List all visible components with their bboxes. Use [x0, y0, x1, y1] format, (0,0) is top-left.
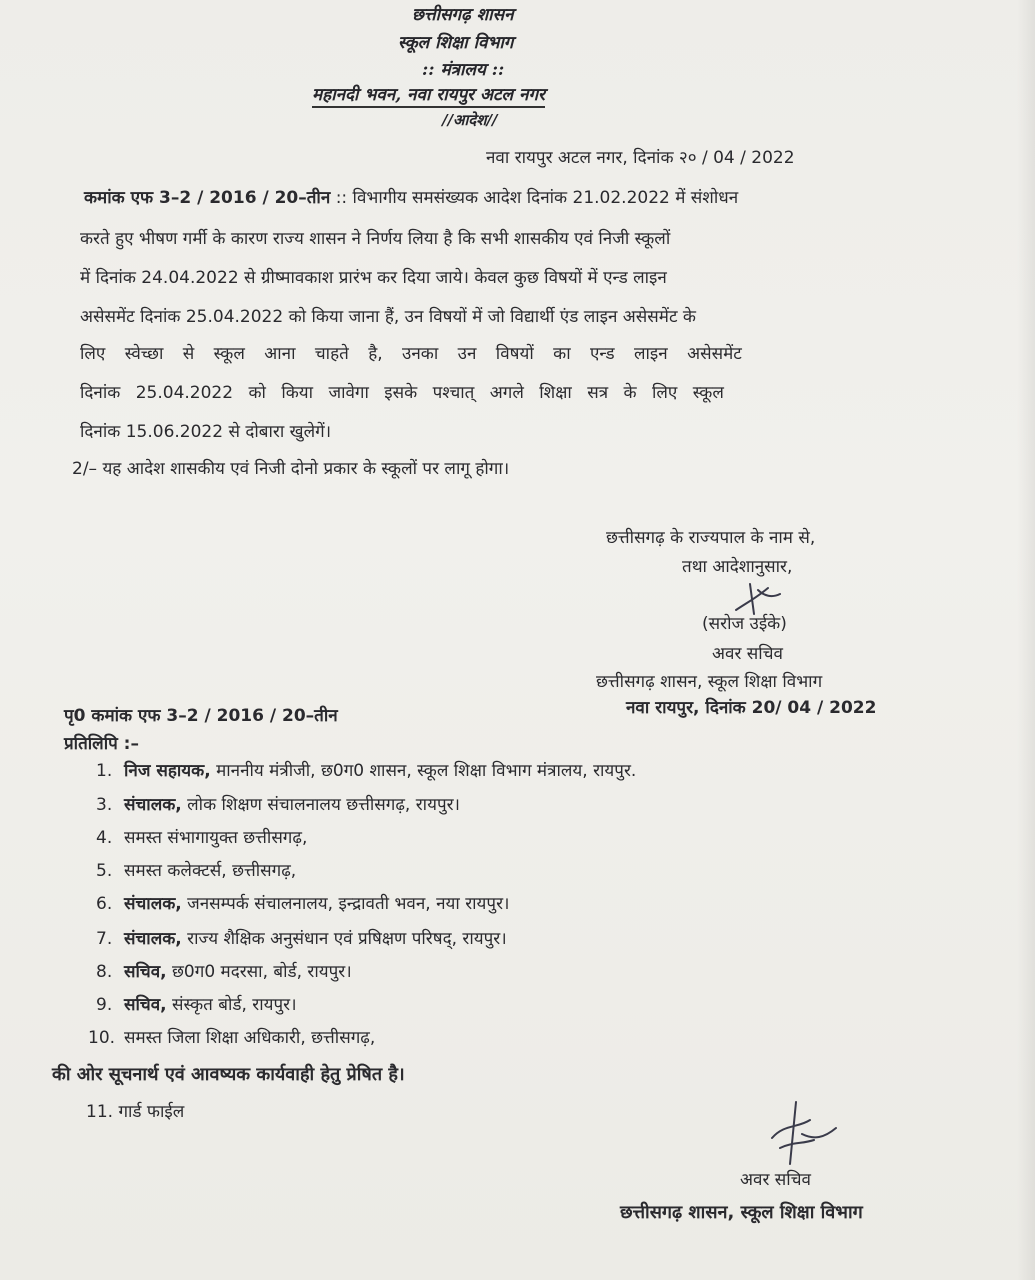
signature2-designation: अवर सचिव: [740, 1170, 811, 1190]
order-body-line-6: दिनांक 25.04.2022 को किया जावेगा इसके पश्चात् अगले शिक्षा सत्र के लिए स्कूल: [80, 383, 724, 403]
order-body-line-3: में दिनांक 24.04.2022 से ग्रीष्मावकाश प्रारंभ कर दिया जाये। केवल कुछ विषयों में एन्ड लाइन: [80, 268, 667, 288]
order-body-first-line: [84, 188, 738, 208]
list-item-text: समस्त कलेक्टर्स, छत्तीसगढ़,: [124, 861, 297, 881]
list-item-text: राज्य शैक्षिक अनुसंधान एवं प्रषिक्षण परिषद्, रायपुर।: [181, 929, 507, 949]
order-reference: कमांक एफ 3–2 / 2016 / 20–तीन: [84, 188, 331, 208]
list-item-text: संस्कृत बोर्ड, रायपुर।: [166, 995, 297, 1015]
order-date: नवा रायपुर अटल नगर, दिनांक २० / 04 / 2022: [486, 148, 795, 168]
header-ministry: :: मंत्रालय ::: [422, 60, 505, 80]
signature1-line1: छत्तीसगढ़ के राज्यपाल के नाम से,: [606, 528, 816, 548]
header-department: स्कूल शिक्षा विभाग: [398, 33, 514, 53]
list-item-recipient: सचिव,: [124, 962, 167, 982]
list-item: [96, 929, 507, 949]
list-item: [96, 861, 296, 881]
list-item-text: समस्त जिला शिक्षा अधिकारी, छत्तीसगढ़,: [124, 1028, 376, 1048]
list-item: [96, 828, 307, 848]
list-item: [96, 761, 636, 781]
signature1-line2: तथा आदेशानुसार,: [682, 557, 793, 577]
header-order-title: //आदेश//: [442, 111, 498, 129]
order-body-line-4: असेसमेंट दिनांक 25.04.2022 को किया जाना हैं, उन विषयों में जो विद्यार्थी एंड लाइन असेसमेंट के: [80, 307, 696, 327]
list-item-text: माननीय मंत्रीजी, छ0ग0 शासन, स्कूल शिक्षा विभाग मंत्रालय, रायपुर.: [210, 761, 637, 781]
list-item: [96, 962, 352, 982]
list-item-recipient: संचालक,: [124, 894, 182, 914]
list-item-guard-file: 11. गार्ड फाईल: [86, 1102, 185, 1122]
list-item-number: 6.: [96, 894, 113, 914]
list-item-number: 8.: [96, 962, 113, 982]
order-body-line-1: :: विभागीय समसंख्यक आदेश दिनांक 21.02.2022 में संशोधन: [335, 188, 739, 208]
list-item-number: 9.: [96, 995, 113, 1015]
list-item-recipient: निज सहायक,: [124, 761, 211, 781]
signature1-name: (सरोज उईके): [702, 614, 787, 634]
list-item-text: जनसम्पर्क संचालनालय, इन्द्रावती भवन, नया रायपुर।: [181, 894, 510, 914]
signature2-department: छत्तीसगढ़ शासन, स्कूल शिक्षा विभाग: [620, 1202, 863, 1223]
list-item-recipient: संचालक,: [124, 795, 182, 815]
signature1-designation: अवर सचिव: [712, 644, 783, 664]
list-item-number: 3.: [96, 795, 113, 815]
header-address: महानदी भवन, नवा रायपुर अटल नगर: [312, 82, 545, 108]
order-body-line-2: करते हुए भीषण गर्मी के कारण राज्य शासन ने निर्णय लिया है कि सभी शासकीय एवं निजी स्कूलों: [80, 229, 671, 249]
list-item-number: 10.: [88, 1028, 116, 1048]
list-item-number: 5.: [96, 861, 113, 881]
signature1-date: नवा रायपुर, दिनांक 20/ 04 / 2022: [626, 698, 877, 718]
list-item-text: समस्त संभागायुक्त छत्तीसगढ़,: [124, 828, 308, 848]
copy-reference: पृ0 कमांक एफ 3–2 / 2016 / 20–तीन: [64, 706, 338, 726]
signature2-scribble-icon: [762, 1098, 842, 1168]
list-item-number: 1.: [96, 761, 113, 781]
list-item: [96, 995, 297, 1015]
list-item: [96, 795, 460, 815]
list-item-number: 4.: [96, 828, 113, 848]
signature1-department: छत्तीसगढ़ शासन, स्कूल शिक्षा विभाग: [596, 672, 823, 692]
list-item-number: 7.: [96, 929, 113, 949]
forward-line: की ओर सूचनार्थ एवं आवष्यक कार्यवाही हेतु प्रेषित है।: [52, 1064, 405, 1085]
header-government: छत्तीसगढ़ शासन: [412, 5, 514, 25]
order-paragraph-2: 2/– यह आदेश शासकीय एवं निजी दोनो प्रकार के स्कूलों पर लागू होगा।: [72, 459, 510, 479]
list-item-recipient: सचिव,: [124, 995, 167, 1015]
copy-label: प्रतिलिपि :–: [64, 734, 139, 754]
list-item-text: लोक शिक्षण संचालनालय छत्तीसगढ़, रायपुर।: [181, 795, 460, 815]
list-item: [88, 1028, 375, 1048]
order-body-line-7: दिनांक 15.06.2022 से दोबारा खुलेगें।: [80, 422, 332, 442]
list-item: [96, 894, 509, 914]
order-body-line-5: लिए स्वेच्छा से स्कूल आना चाहते है, उनका उन विषयों का एन्ड लाइन असेसमेंट: [80, 344, 742, 364]
list-item-text: छ0ग0 मदरसा, बोर्ड, रायपुर।: [166, 962, 352, 982]
list-item-recipient: संचालक,: [124, 929, 182, 949]
page-edge-shadow: [1017, 0, 1035, 1280]
